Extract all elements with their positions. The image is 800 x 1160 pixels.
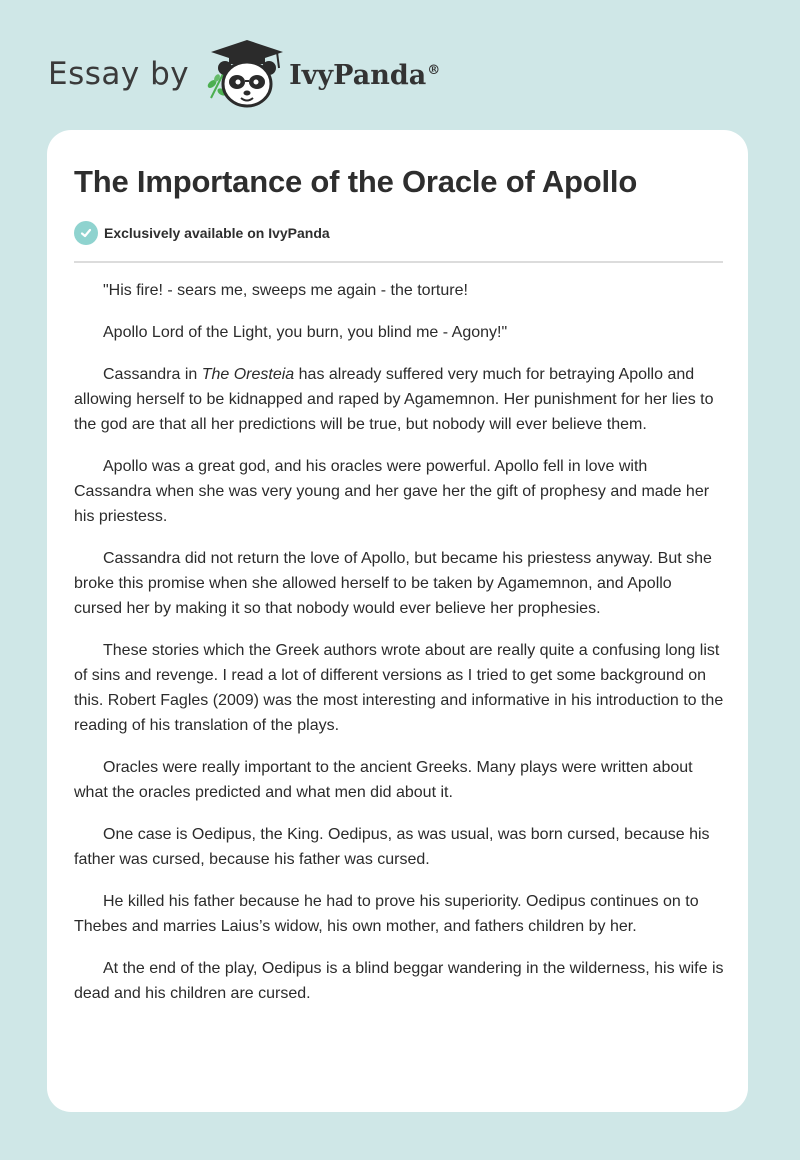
exclusive-badge (74, 221, 330, 245)
paragraph: "His fire! - sears me, sweeps me again - the torture! (103, 282, 468, 299)
paragraph: One case is Oedipus, the King. Oedipus, as was usual, was born cursed, because his father was cursed, because his father was cursed. (74, 826, 710, 868)
work-title: The Oresteia (201, 366, 295, 383)
paragraph: Oracles were really important to the ancient Greeks. Many plays were written about what the oracles predicted and what men did about it. (74, 759, 693, 801)
page-title: The Importance of the Oracle of Apollo (74, 164, 638, 199)
paragraph: Apollo Lord of the Light, you burn, you blind me - Agony!" (103, 324, 508, 341)
paragraph: He killed his father because he had to prove his superiority. Oedipus continues on to Thebes and marries Laius’s widow, his own mother, and fathers children by her. (74, 893, 699, 935)
registered-mark: ® (427, 62, 441, 78)
paragraph (74, 362, 724, 437)
paragraph: Apollo was a great god, and his oracles were powerful. Apollo fell in love with Cassandra when she was very young and her gave her the gift of prophesy and made her his priestess. (74, 458, 710, 525)
paragraph-text: has already suffered very much for betraying Apollo and allowing herself to be kidnapped and raped by Agamemnon. Her punishment for her lies to the god are that all her predictions will be true, but nobody will ever believe them. (74, 366, 714, 433)
check-circle-icon (74, 221, 98, 245)
paragraph: Cassandra did not return the love of Apollo, but became his priestess anyway. But she broke this promise when she allowed herself to be taken by Agamemnon, and Apollo cursed her by making it so that nobody would ever believe her prophesies. (74, 550, 712, 617)
paragraph-text: Cassandra in (103, 366, 202, 383)
paragraph: These stories which the Greek authors wrote about are really quite a confusing long list of sins and revenge. I read a lot of different versions as I tried to get some background on this. Robert Fagles (2009) was the most interesting and informative in his introduction to the reading of his translation of the plays. (74, 642, 724, 734)
essay-card (47, 130, 748, 1112)
site-header (48, 36, 548, 116)
title-divider (74, 261, 723, 263)
essay-by-text: Essay by (48, 56, 190, 92)
brand-name[interactable] (289, 60, 440, 91)
exclusive-badge-text: Exclusively available on IvyPanda (104, 225, 330, 241)
essay-body (74, 278, 724, 1023)
paragraph: At the end of the play, Oedipus is a blind beggar wandering in the wilderness, his wife is dead and his children are cursed. (74, 960, 724, 1002)
panda-logo-icon[interactable] (201, 38, 287, 110)
brand-name-text: IvyPanda (289, 59, 427, 91)
